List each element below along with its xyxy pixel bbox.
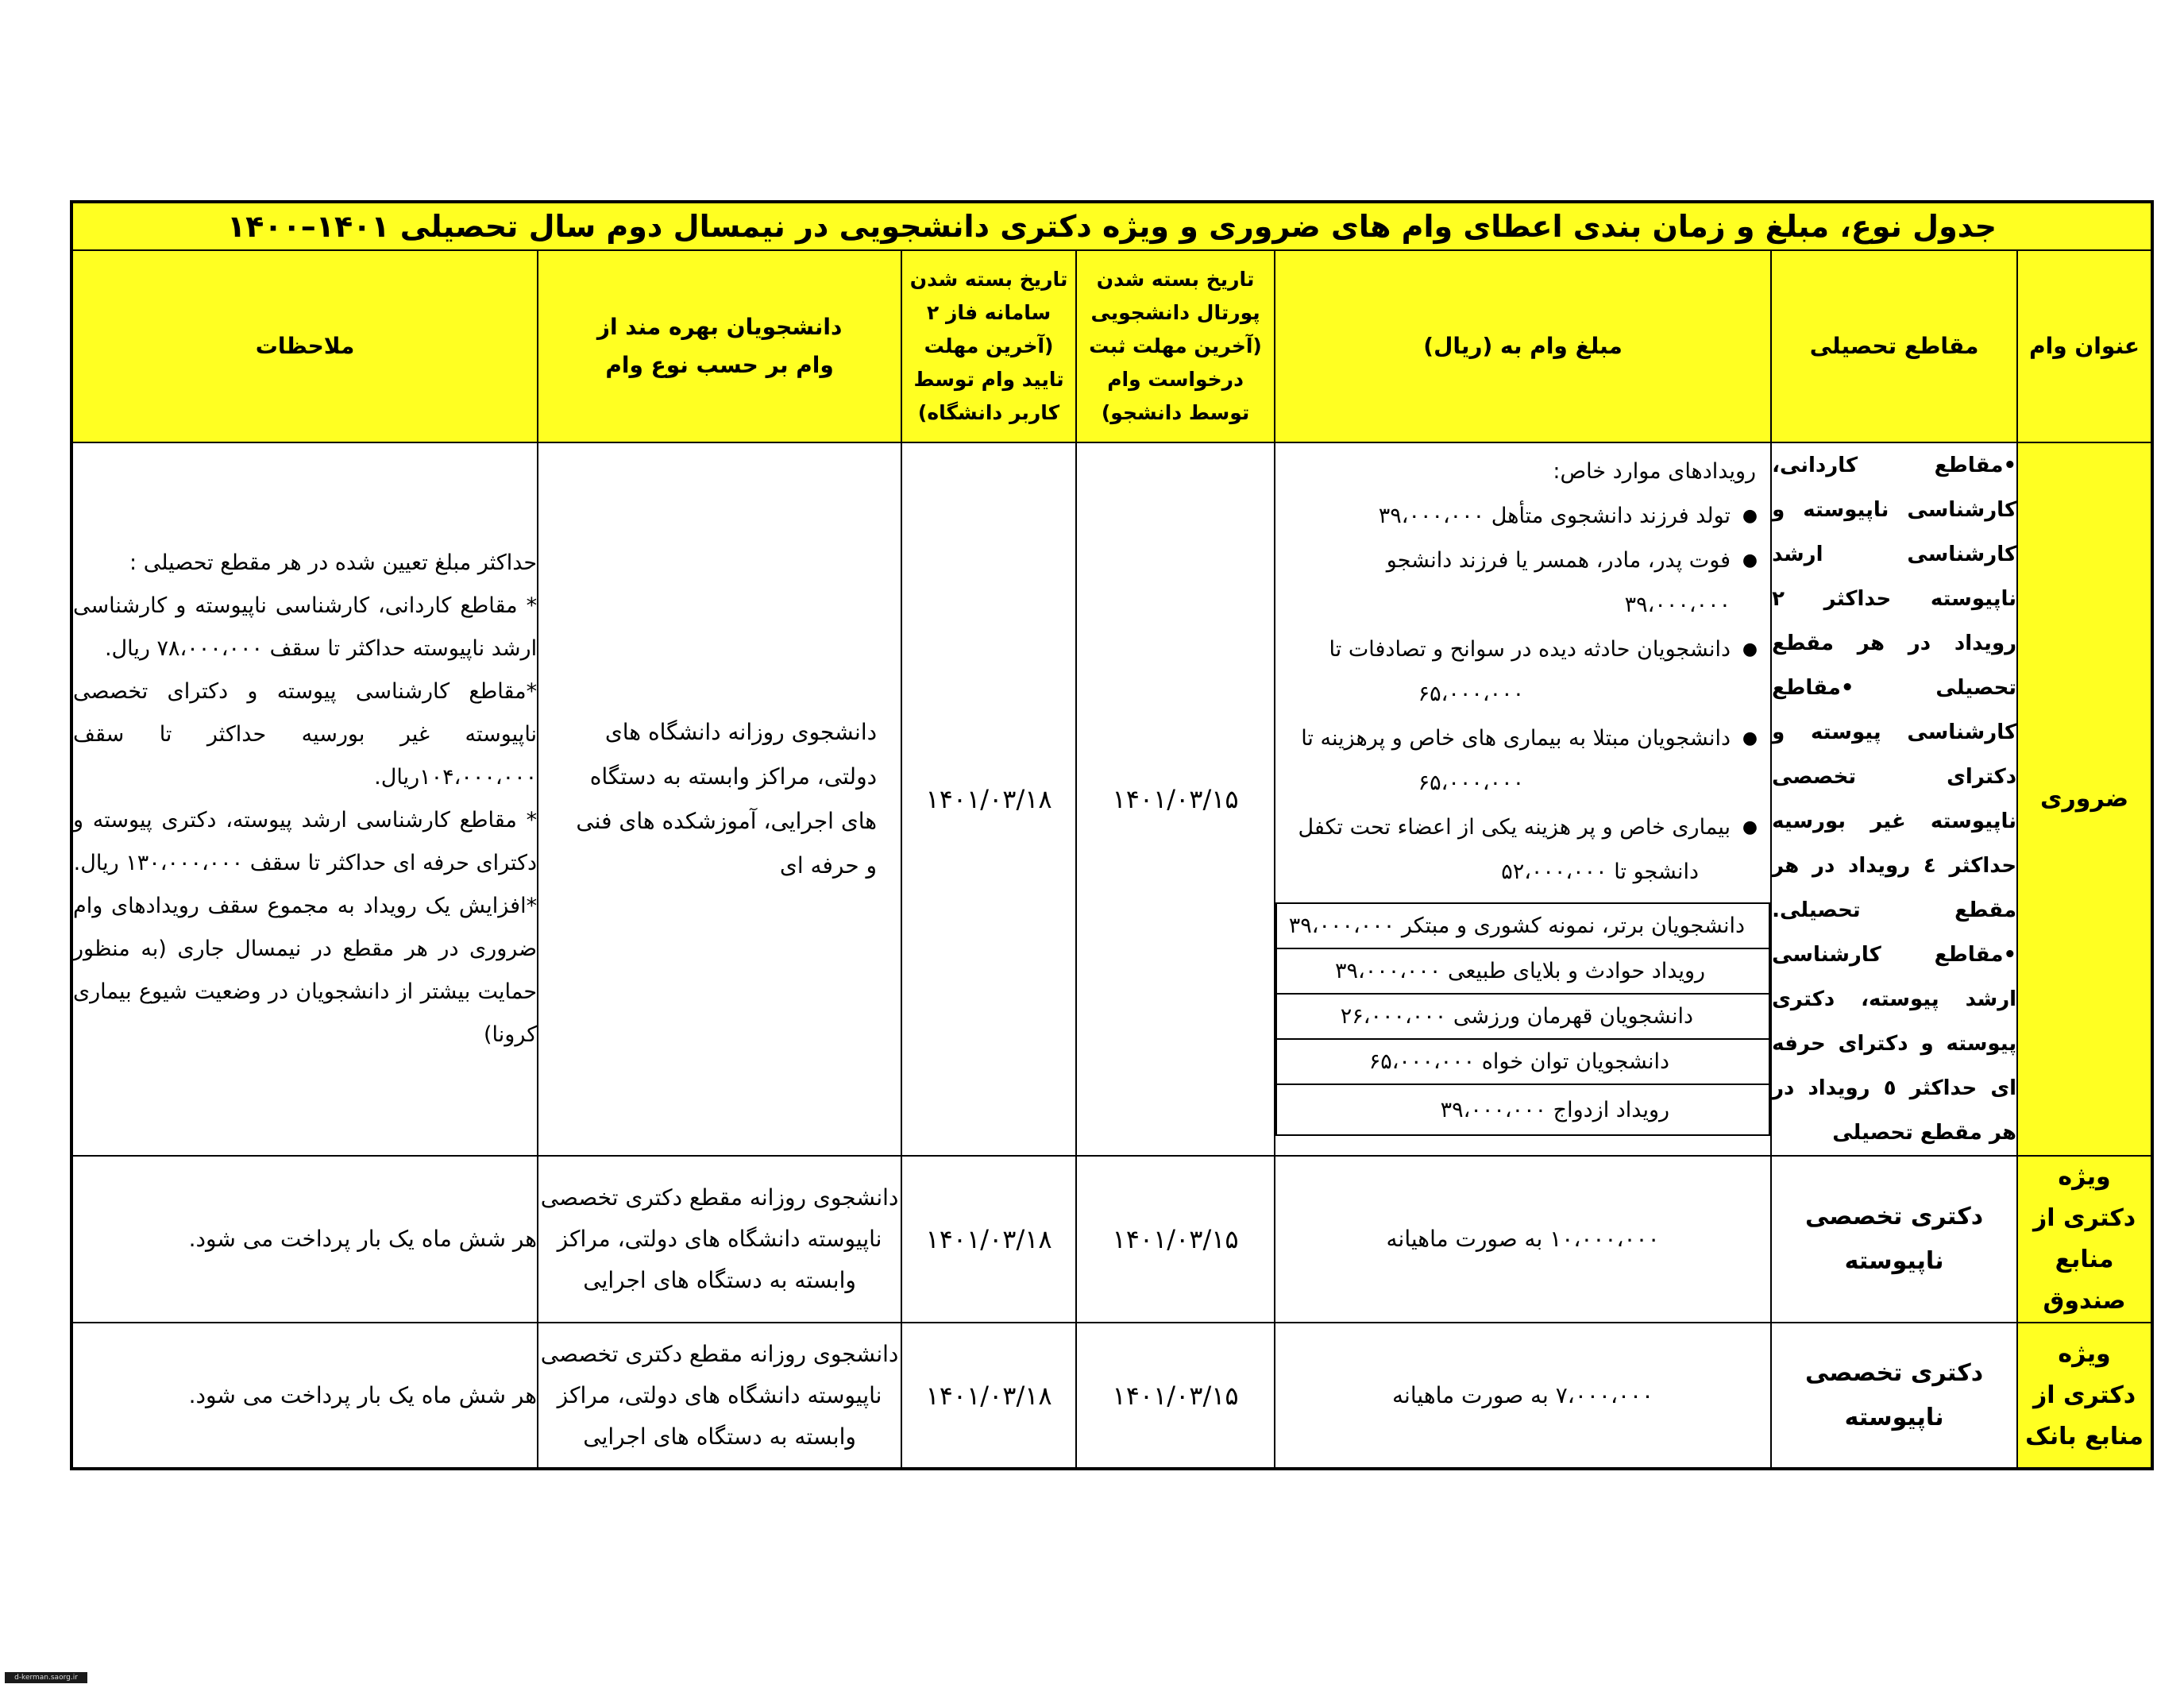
header-levels: مقاطع تحصیلی: [1771, 250, 2017, 442]
amount-line: رویداد حوادث و بلایای طبیعی ۳۹،۰۰۰،۰۰۰: [1276, 948, 1769, 994]
table-row: [71, 1156, 2152, 1323]
note-line: *مقاطع کارشناسی پیوسته و دکترای تخصصی ناپیوسته غیر بورسیه حداکثر تا سقف ۱۰۴،۰۰۰،۰۰۰ریال.: [73, 679, 538, 790]
notes-cell: هر شش ماه یک بار پرداخت می شود.: [71, 1323, 538, 1469]
note-line: *افزایش یک رویداد به مجموع سقف رویدادهای وام ضروری در هر مقطع در نیمسال جاری (به منظور حمایت بیشتر از دانشجویان در وضعیت شیوع بیماری کرونا): [73, 894, 538, 1047]
beneficiaries-cell: دانشجوی روزانه مقطع دکتری تخصصی ناپیوسته دانشگاه های دولتی، مراکز وابسته به دستگاه های اجرایی: [538, 1156, 901, 1323]
note-line: * مقاطع کارشناسی ارشد پیوسته، دکتری پیوسته و دکترای حرفه ای حداکثر تا سقف ۱۳۰،۰۰۰،۰۰۰ ریال.: [73, 808, 538, 875]
header-portal-close: تاریخ بسته شدن پورتال دانشجویی (آخرین مهلت ثبت درخواست وام توسط دانشجو): [1076, 250, 1275, 442]
phase2-close-date: ۱۴۰۱/۰۳/۱۸: [901, 1156, 1076, 1323]
events-lead: رویدادهای موارد خاص:: [1553, 459, 1757, 484]
loan-title-cell: ویژه دکتری از منابع بانک: [2017, 1323, 2152, 1469]
amount-line: دانشجویان توان خواه ۶۵،۰۰۰،۰۰۰: [1276, 1039, 1769, 1084]
header-amount: مبلغ وام به (ریال): [1275, 250, 1771, 442]
header-phase2-close: تاریخ بسته شدن سامانه فاز ۲ (آخرین مهلت تایید وام توسط کاربر دانشگاه): [901, 250, 1076, 442]
event-text: دانشجویان مبتلا به بیماری های خاص و پرهزینه تا: [1301, 726, 1731, 751]
notes-cell: [71, 442, 538, 1156]
loan-table-container: [70, 200, 2151, 1470]
table-row: [71, 1323, 2152, 1469]
levels-cell: •مقاطع کاردانی، کارشناسی ناپیوسته و کارشناسی ارشد ناپیوسته حداکثر ۲ رویداد در هر مقطع تحصیلی •مقاطع کارشناسی پیوسته و دکترای تخصصی ناپیوسته غیر بورسیه حداکثر ٤ رویداد در هر مقطع تحصیلی. •مقاطع کارشناسی ارشد پیوسته، دکتری پیوسته و دکترای حرفه ای حداکثر ٥ رویداد در هر مقطع تحصیلی: [1771, 442, 2017, 1156]
amount-line: دانشجویان برتر، نمونه کشوری و مبتکر ۳۹،۰۰۰،۰۰۰: [1276, 903, 1769, 948]
loan-schedule-table: [70, 200, 2154, 1470]
beneficiaries-cell: دانشجوی روزانه مقطع دکتری تخصصی ناپیوسته دانشگاه های دولتی، مراکز وابسته به دستگاه های اجرایی: [538, 1323, 901, 1469]
amount-line: رویداد ازدواج ۳۹،۰۰۰،۰۰۰: [1276, 1084, 1769, 1135]
loan-title-cell: ویژه دکتری از منابع صندوق: [2017, 1156, 2152, 1323]
beneficiaries-cell: دانشجوی روزانه دانشگاه های دولتی، مراکز وابسته به دستگاه های اجرایی، آموزشکده های فنی و حرفه ای: [538, 442, 901, 1156]
list-item: [1290, 539, 1734, 628]
amount-cell: [1275, 442, 1771, 1156]
events-list: [1290, 494, 1756, 894]
event-amount: ۶۵،۰۰۰،۰۰۰: [1418, 682, 1525, 706]
table-title: جدول نوع، مبلغ و زمان بندی اعطای وام های ضروری و ویژه دکتری دانشجویی در نیمسال دوم سال تحصیلی ۱۴۰۱–۱۴۰۰: [71, 202, 2152, 250]
source-watermark: d-kerman.saorg.ir: [5, 1672, 87, 1683]
header-notes: ملاحظات: [71, 250, 538, 442]
special-events: [1275, 443, 1770, 902]
header-loan-title: عنوان وام: [2017, 250, 2152, 442]
amount-line: دانشجویان قهرمان ورزشی ۲۶،۰۰۰،۰۰۰: [1276, 994, 1769, 1039]
list-item: [1290, 494, 1734, 539]
event-text: تولد فرزند دانشجوی متأهل ۳۹،۰۰۰،۰۰۰: [1378, 504, 1731, 528]
amount-cell: ۷،۰۰۰،۰۰۰ به صورت ماهیانه: [1275, 1323, 1771, 1469]
loan-title-cell: ضروری: [2017, 442, 2152, 1156]
other-amounts-table: [1275, 902, 1770, 1136]
list-item: [1290, 628, 1734, 717]
levels-cell: دکتری تخصصی ناپیوسته: [1771, 1156, 2017, 1323]
portal-close-date: ۱۴۰۱/۰۳/۱۵: [1076, 1156, 1275, 1323]
portal-close-date: ۱۴۰۱/۰۳/۱۵: [1076, 1323, 1275, 1469]
list-item: [1290, 717, 1734, 805]
title-row: [71, 202, 2152, 250]
event-text: بیماری خاص و پر هزینه یکی از اعضاء تحت تکفل: [1298, 815, 1731, 840]
event-text: دانشجویان حادثه دیده در سوانح و تصادفات تا: [1329, 637, 1731, 662]
note-line: * مقاطع کاردانی، کارشناسی ناپیوسته و کارشناسی ارشد ناپیوسته حداکثر تا سقف ۷۸،۰۰۰،۰۰۰ ریال.: [73, 593, 538, 661]
phase2-close-date: ۱۴۰۱/۰۳/۱۸: [901, 442, 1076, 1156]
note-line: حداکثر مبلغ تعیین شده در هر مقطع تحصیلی :: [129, 550, 538, 575]
notes-cell: هر شش ماه یک بار پرداخت می شود.: [71, 1156, 538, 1323]
event-amount: ۶۵،۰۰۰،۰۰۰: [1418, 771, 1525, 795]
amount-cell: ۱۰،۰۰۰،۰۰۰ به صورت ماهیانه: [1275, 1156, 1771, 1323]
event-amount: دانشجو تا ۵۲،۰۰۰،۰۰۰: [1501, 859, 1700, 884]
header-beneficiaries: دانشجویان بهره مند از وام بر حسب نوع وام: [538, 250, 901, 442]
portal-close-date: ۱۴۰۱/۰۳/۱۵: [1076, 442, 1275, 1156]
list-item: [1290, 805, 1734, 894]
header-row: [71, 250, 2152, 442]
levels-cell: دکتری تخصصی ناپیوسته: [1771, 1323, 2017, 1469]
event-text: فوت پدر، مادر، همسر یا فرزند دانشجو ۳۹،۰۰۰،۰۰۰: [1386, 548, 1731, 617]
table-row: [71, 442, 2152, 1156]
phase2-close-date: ۱۴۰۱/۰۳/۱۸: [901, 1323, 1076, 1469]
